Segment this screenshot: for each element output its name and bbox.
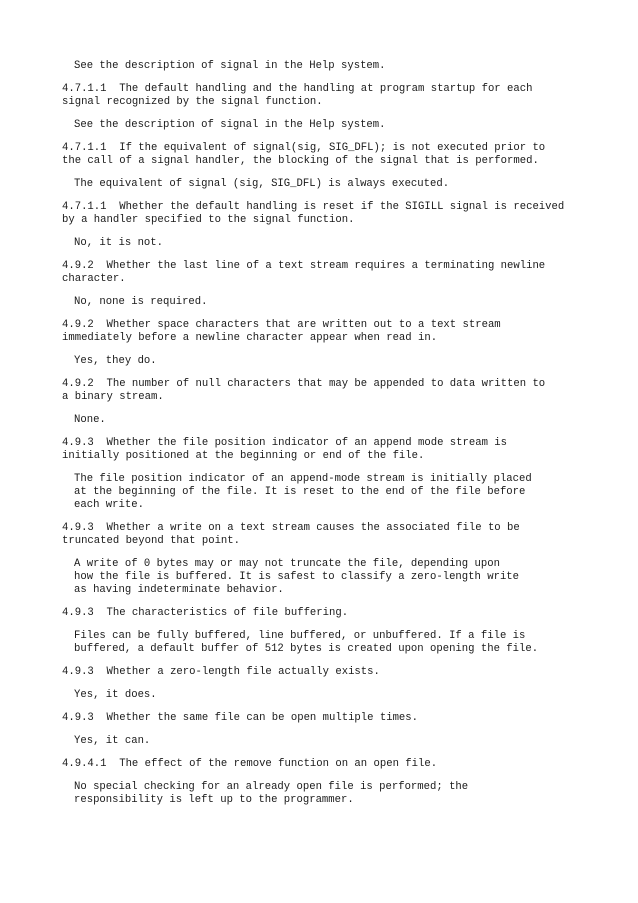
question-text: 4.9.2 Whether space characters that are written out to a text stream immediately before a newline character appear when read in. [62,319,501,344]
answer-text: Yes, it can. [74,735,151,747]
answer-text: See the description of signal in the Help system. [74,119,386,131]
question-text: 4.9.3 Whether a zero-length file actually exists. [62,666,380,678]
answer-text: A write of 0 bytes may or may not truncate the file, depending upon how the file is buffered. It is safest to classify a zero-length write as having indeterminate behavior. [74,558,520,596]
question-text: 4.9.3 The characteristics of file buffering. [62,607,349,619]
question-text: 4.7.1.1 If the equivalent of signal(sig, SIG_DFL); is not executed prior to the call of a signal handler, the blocking of the signal that is performed. [62,142,546,167]
question-text: 4.9.2 The number of null characters that may be appended to data written to a binary stream. [62,378,546,403]
question-text: 4.9.2 Whether the last line of a text stream requires a terminating newline character. [62,260,546,285]
answer-text: The file position indicator of an append-mode stream is initially placed at the beginning of the file. It is reset to the end of the file before each write. [74,473,532,511]
question-text: 4.7.1.1 The default handling and the handling at program startup for each signal recognized by the signal function. [62,83,533,108]
question-text: 4.9.3 Whether the file position indicator of an append mode stream is initially positioned at the beginning or end of the file. [62,437,508,462]
answer-text: See the description of signal in the Help system. [74,60,386,72]
question-text: 4.9.3 Whether a write on a text stream causes the associated file to be truncated beyond that point. [62,522,520,547]
question-text: 4.7.1.1 Whether the default handling is reset if the SIGILL signal is received by a handler specified to the signal function. [62,201,565,226]
answer-text: Files can be fully buffered, line buffered, or unbuffered. If a file is buffered, a default buffer of 512 bytes is created upon opening the file. [74,630,539,655]
question-text: 4.9.4.1 The effect of the remove function on an open file. [62,758,438,770]
answer-text: No, none is required. [74,296,208,308]
answer-text: Yes, they do. [74,355,157,367]
answer-text: No special checking for an already open file is performed; the responsibility is left up to the programmer. [74,781,469,806]
document-page [62,56,622,817]
answer-text: Yes, it does. [74,689,157,701]
question-text: 4.9.3 Whether the same file can be open multiple times. [62,712,419,724]
answer-text: No, it is not. [74,237,164,249]
answer-text: The equivalent of signal (sig, SIG_DFL) is always executed. [74,178,450,190]
answer-text: None. [74,414,106,426]
